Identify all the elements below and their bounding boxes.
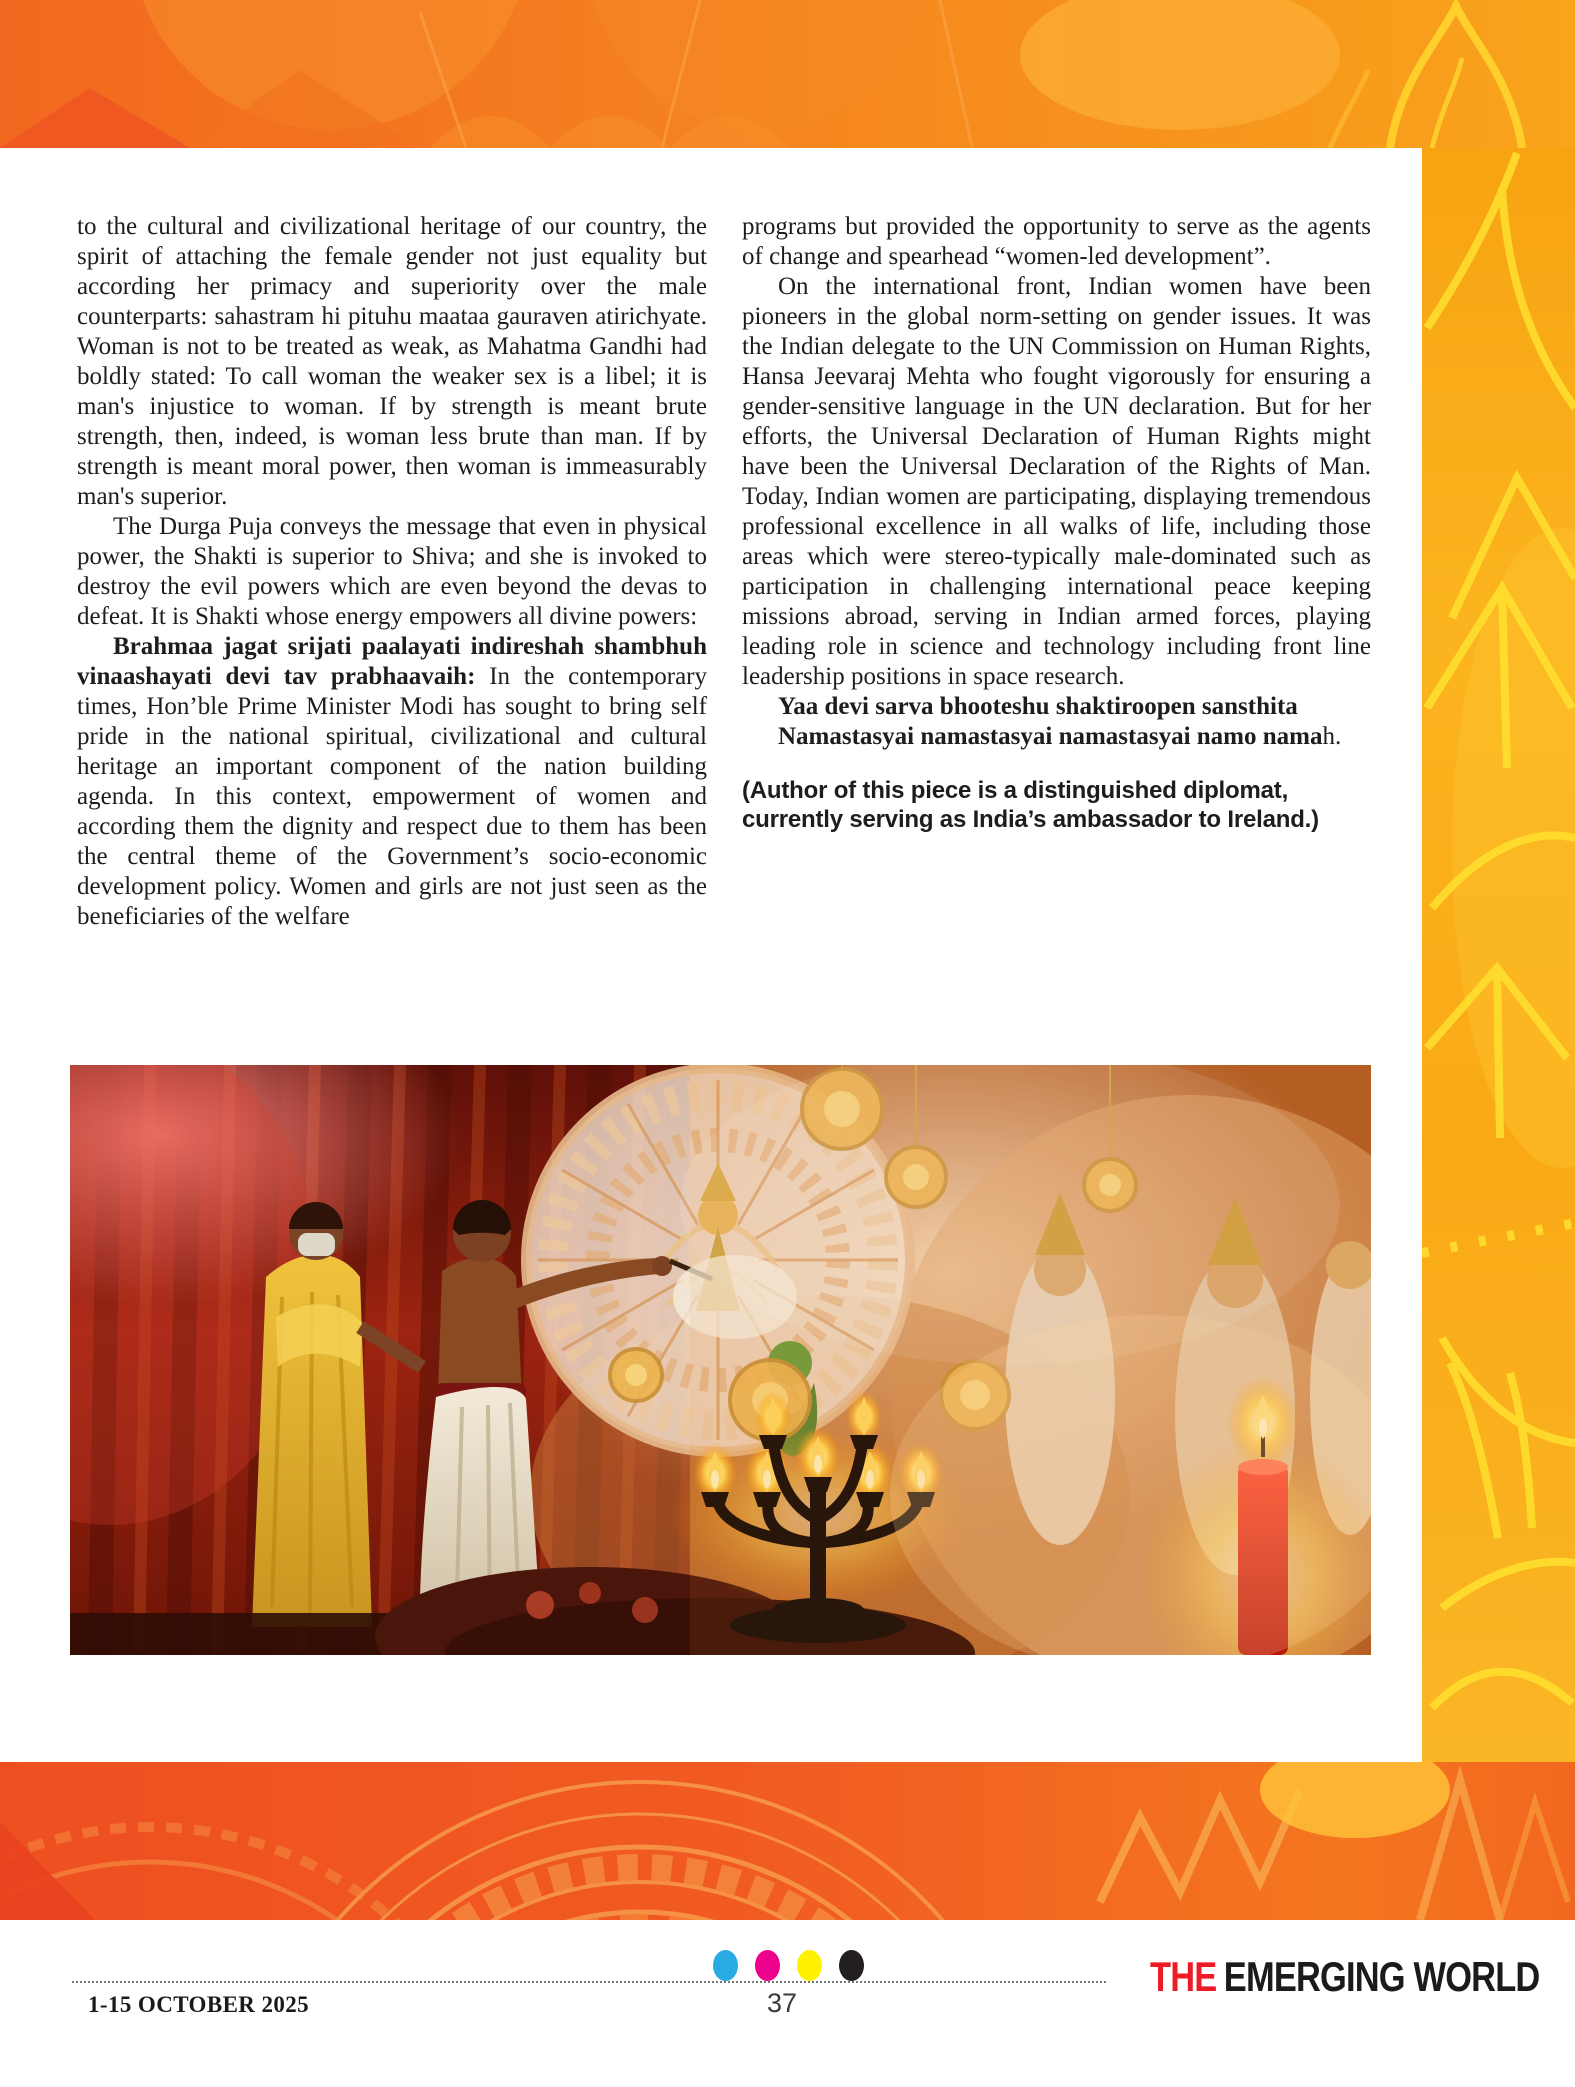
printer-registration-marks: [713, 1950, 864, 1981]
footer-divider: [72, 1981, 1106, 1983]
logo-the: THE: [1150, 1953, 1217, 2000]
article-column-right: [742, 212, 1371, 834]
registration-dot-yellow: [797, 1950, 822, 1981]
issue-date: 1-15 OCTOBER 2025: [88, 1992, 310, 2017]
registration-dot-black: [839, 1950, 864, 1981]
decorative-border-right: [1422, 148, 1575, 1762]
article-paragraph: On the international front, Indian women have been pioneers in the global norm-setting on gender issues. It was the Indian delegate to the UN Commission on Human Rights, Hansa Jeevaraj Mehta who fought vigorously for ensuring a gender-sensitive language in the UN declaration. But for her efforts, the Universal Declaration of Human Rights might have been the Universal Declaration of the Rights of Man. Today, Indian women are participating, displaying tremendous professional excellence in all walks of life, including those areas which were stereo-typically male-dominated such as participation in challenging international peace keeping missions abroad, serving in Indian armed forces, playing leading role in science and technology including front line leadership positions in space research.: [742, 273, 1371, 690]
article-paragraph: programs but provided the opportunity to serve as the agents of change and spearhead “women-led development”.: [742, 213, 1371, 270]
magazine-logo: [1150, 1953, 1540, 2000]
article-paragraph: The Durga Puja conveys the message that even in physical power, the Shakti is superior to Shiva; and she is invoked to destroy the evil powers which are even beyond the devas to defeat. It is Shakti whose energy empowers all divine powers:: [77, 513, 707, 630]
page-number: 37: [766, 1988, 798, 2018]
article-paragraph: to the cultural and civilizational heritage of our country, the spirit of attaching the female gender not just equality but according her primacy and superiority over the male counterparts: sahastram hi pituhu maataa gauraven atirichyate. Woman is not to be treated as weak, as Mahatma Gandhi had boldly stated: To call woman the weaker sex is a libel; it is man's injustice to woman. If by strength is meant brute strength, then, indeed, is woman less brute than man. If by strength is meant moral power, then woman is immeasurably man's superior.: [77, 213, 707, 510]
article-paragraph: Namastasyai namastasyai namastasyai namo namah.: [778, 723, 1342, 750]
decorative-border-top: [0, 0, 1575, 148]
durga-puja-photo: [70, 1065, 1371, 1655]
registration-dot-magenta: [755, 1950, 780, 1981]
registration-dot-cyan: [713, 1950, 738, 1981]
article-paragraph: Brahmaa jagat srijati paalayati indireshah shambhuh vinaashayati devi tav prabhaavaih: In the contemporary times, Hon’ble Prime Minister Modi has sought to bring self pride in the national spiritual, civilizational and cultural heritage an important component of the nation building agenda. In this context, empowerment of women and according them the dignity and respect due to them has been the central theme of the Government’s socio-economic development policy. Women and girls are not just seen as the beneficiaries of the welfare: [77, 633, 707, 930]
decorative-border-bottom: [0, 1762, 1575, 1920]
author-note: (Author of this piece is a distinguished diplomat, currently serving as India’s ambassador to Ireland.): [742, 777, 1319, 833]
article-paragraph: Yaa devi sarva bhooteshu shaktiroopen sansthita: [778, 693, 1298, 720]
logo-rest: EMERGING WORLD: [1223, 1953, 1540, 2000]
article-column-left: [77, 212, 707, 932]
